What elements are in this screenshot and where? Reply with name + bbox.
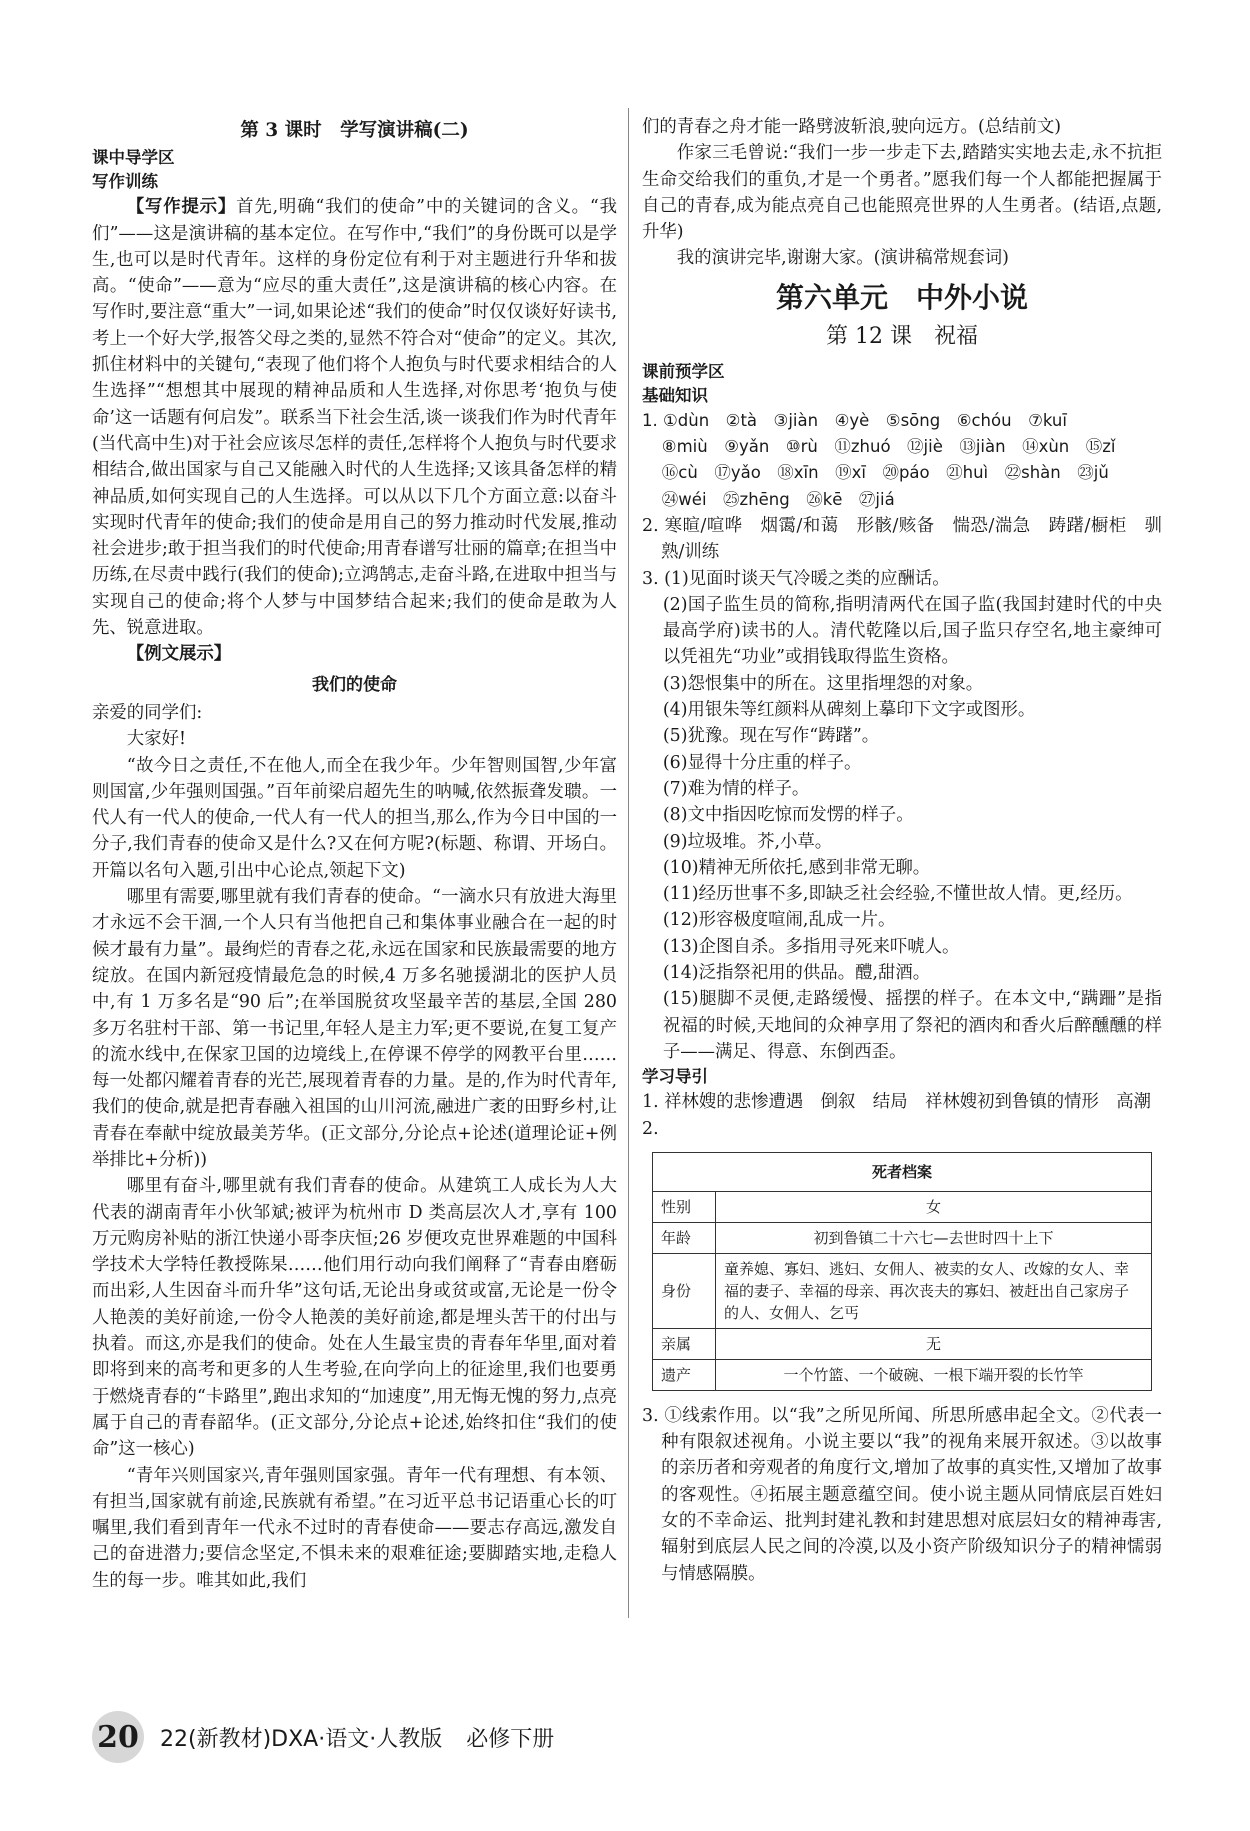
- essay-paragraph-1: “故今日之责任,不在他人,而全在我少年。少年智则国智,少年富则国富,少年强则国强。”百年前梁启超先生的呐喊,依然振聋发聩。一代人有一代人的使命,一代人有一代人的担当,那么,作为今日中国的一分子,我们青春的使命又是什么?又在何方呢?(标题、称谓、开场白。开篇以名句入题,引出中心论点,领起下文): [92, 755, 617, 881]
- answer-1-line-4: ㉔wéi ㉕zhēng ㉖kē ㉗jiá: [661, 489, 895, 509]
- answer-3-item: 3. (1)见面时谈天气冷暖之类的应酬话。: [642, 568, 950, 589]
- answer-1-line-2: ⑧miù ⑨yǎn ⑩rù ⑪zhuó ⑫jiè ⑬jiàn ⑭xùn ⑮zǐ: [661, 437, 1116, 457]
- essay-paragraph-4: “青年兴则国家兴,青年强则国家强。青年一代有理想、有本领、有担当,国家就有前途,民族就有希望。”在习近平总书记语重心长的叮嘱里,我们看到青年一代永不过时的青春使命——要志存高远,激发自己的奋进潜力;要信念坚定,不惧未来的艰难征途;要脚踏实地,走稳人生的每一步。唯其如此,我们: [92, 1465, 617, 1591]
- essay-paragraph-6: 我的演讲完毕,谢谢大家。(演讲稿常规套词): [676, 248, 1009, 269]
- answer-3-item: (10)精神无所依托,感到非常无聊。: [662, 857, 931, 878]
- essay-paragraph-5: 作家三毛曾说:“我们一步一步走下去,踏踏实实地去走,永不抗拒生命交给我们的重负,才是一个勇者。”愿我们每一个人都能把握属于自己的青春,成为能点亮自己也能照亮世界的人生勇者。(结语,点题,升华): [642, 143, 1162, 243]
- answer-3-item: (14)泛指祭祀用的供品。醴,甜酒。: [662, 963, 931, 984]
- answer-3-item: (7)难为情的样子。: [662, 778, 810, 799]
- right-column: [642, 114, 1162, 1587]
- dossier-title: 死者档案: [653, 1152, 1152, 1191]
- table-row: 年龄 初到鲁镇二十六七—去世时四十上下: [653, 1222, 1152, 1253]
- lesson-title: 第 3 课时 学写演讲稿(二): [240, 120, 469, 141]
- page-number: 20: [92, 1711, 144, 1763]
- answer-1-line-3: ⑯cù ⑰yǎo ⑱xīn ⑲xī ⑳páo ㉑huì ㉒shàn ㉓jǔ: [661, 463, 1109, 483]
- section-heading: 写作训练: [92, 172, 158, 192]
- example-label: 【例文展示】: [126, 644, 232, 665]
- table-row: 身份 童养媳、寡妇、逃妇、女佣人、被卖的女人、改嫁的女人、幸福的妻子、幸福的母亲、再次丧夫的寡妇、被赶出自己家房子的人、女佣人、乞丐: [653, 1253, 1152, 1328]
- answer-3-item: (9)垃圾堆。芥,小草。: [662, 831, 833, 852]
- tip-label: 【写作提示】: [126, 197, 237, 218]
- essay-continuation: 们的青春之舟才能一路劈波斩浪,驶向远方。(总结前文): [642, 117, 1062, 137]
- lesson-12-title: 第 12 课 祝福: [826, 323, 978, 349]
- left-column: [92, 118, 617, 1594]
- table-row: 遗产 一个竹篮、一个破碗、一根下端开裂的长竹竿: [653, 1359, 1152, 1390]
- table-row: 亲属 无: [653, 1328, 1152, 1359]
- answer-3-item: (12)形容极度喧闹,乱成一片。: [662, 910, 896, 931]
- column-divider: [628, 108, 629, 1618]
- answer-1-line-1: 1. ①dùn ②tà ③jiàn ④yè ⑤sōng ⑥chóu ⑦kuī: [642, 410, 1067, 430]
- guide-answer-2-label: 2.: [642, 1118, 659, 1139]
- answer-3-item: (8)文中指因吃惊而发愣的样子。: [662, 805, 914, 826]
- section-study-guide: 学习导引: [642, 1067, 708, 1087]
- answer-3-item: (3)怨恨集中的所在。这里指埋怨的对象。: [662, 673, 984, 694]
- answer-3-item: (13)企图自杀。多指用寻死来吓唬人。: [662, 936, 960, 957]
- zone-heading-preview: 课前预学区: [642, 361, 725, 381]
- answer-3-item: (2)国子监生员的简称,指明清两代在国子监(我国封建时代的中央最高学府)读书的人。清代乾隆以后,国子监只存空名,地主豪绅可以凭祖先“功业”或捐钱取得监生资格。: [662, 594, 1162, 668]
- dossier-table: [652, 1152, 1152, 1391]
- answer-3-item: (15)腿脚不灵便,走路缓慢、摇摆的样子。在本文中,“蹒跚”是指祝福的时候,天地间的众神享用了祭祀的酒肉和香火后醉醺醺的样子——满足、得意、东倒西歪。: [662, 989, 1162, 1062]
- answer-3-item: (6)显得十分庄重的样子。: [662, 752, 862, 773]
- page-footer: [92, 1712, 554, 1762]
- unit-title: 第六单元 中外小说: [775, 280, 1028, 314]
- greeting-2: 大家好!: [126, 729, 186, 750]
- answer-3-item: (5)犹豫。现在写作“踌躇”。: [662, 726, 880, 747]
- essay-title: 我们的使命: [312, 674, 397, 695]
- writing-tip: [92, 194, 617, 641]
- answer-3-item: (11)经历世事不多,即缺乏社会经验,不懂世故人情。更,经历。: [662, 884, 1133, 905]
- essay-paragraph-3: 哪里有奋斗,哪里就有我们青春的使命。从建筑工人成长为人大代表的湖南青年小伙邹斌;被评为杭州市 D 类高层次人才,享有 100 万元购房补贴的浙江快递小哥李庆恒;26 岁便攻克世界难题的中国科学技术大学特任教授陈杲……他们用行动向我们阐释了“青春由磨砺而出彩,人生因奋斗而升华”这句话,无论出身或贫或富,无论是一份令人艳羡的美好前途,一份令人艳羡的美好前途,都是埋头苦干的付出与执着。而这,亦是我们的使命。处在人生最宝贵的青春年华里,面对着即将到来的高考和更多的人生考验,在向学向上的征途里,我们也要勇于燃烧青春的“卡路里”,跑出求知的“加速度”,用无悔无愧的努力,点亮属于自己的青春韶华。(正文部分,分论点+论述,始终扣住“我们的使命”这一核心): [92, 1176, 617, 1460]
- greeting: 亲爱的同学们:: [92, 702, 203, 723]
- tip-body: 首先,明确“我们的使命”中的关键词的含义。“我们”——这是演讲稿的基本定位。在写作中,“我们”的身份既可以是学生,也可以是时代青年。这样的身份定位有利于对主题进行升华和拔高。“使命”——意为“应尽的重大责任”,这是演讲稿的核心内容。在写作时,要注意“重大”一词,如果论述“我们的使命”时仅仅谈好好读书,考上一个好大学,报答父母之类的,显然不符合对“使命”的定义。其次,抓住材料中的关键句,“表现了他们将个人抱负与时代要求相结合的人生选择”“想想其中展现的精神品质和人生选择,对你思考‘抱负与使命’这一话题有何启发”。联系当下社会生活,谈一谈我们作为时代青年(当代高中生)对于社会应该尽怎样的责任,怎样将个人抱负与时代要求相结合,做出国家与自己又能融入时代的人生选择;又该具备怎样的精神品质,如何实现自己的人生选择。可以从以下几个方面立意:以奋斗实现时代青年的使命;我们的使命是用自己的努力推动时代发展,推动社会进步;敢于担当我们的时代使命;用青春谱写壮丽的篇章;在担当中历练,在尽责中践行(我们的使命);立鸿鹄志,走奋斗路,在进取中担当与实现自己的使命;将个人梦与中国梦结合起来;我们的使命是敢为人先、锐意进取。: [92, 197, 617, 639]
- table-row: 性别 女: [653, 1191, 1152, 1222]
- guide-answer-1: 1. 祥林嫂的悲惨遭遇 倒叙 结局 祥林嫂初到鲁镇的情形 高潮: [642, 1092, 1152, 1113]
- section-basic-knowledge: 基础知识: [642, 385, 708, 405]
- book-code: 22(新教材)DXA·语文·人教版: [160, 1726, 443, 1752]
- answer-3-item: (4)用银朱等红颜料从碑刻上摹印下文字或图形。: [662, 700, 1036, 721]
- guide-answer-3: 3. ①线索作用。以“我”之所见所闻、所思所感串起全文。②代表一种有限叙述视角。小说主要以“我”的视角来展开叙述。③以故事的亲历者和旁观者的角度行文,增加了故事的真实性,又增加了故事的客观性。④拓展主题意蕴空间。使小说主题从同情底层百姓妇女的不幸命运、批判封建礼教和封建思想对底层妇女的精神毒害,辐射到底层人民之间的冷漠,以及小资产阶级知识分子的精神懦弱与情感隔膜。: [642, 1405, 1162, 1584]
- answer-2: 2. 寒暄/喧哗 烟霭/和蔼 形骸/赅备 惴恐/湍急 踌躇/橱柜 驯熟/训练: [642, 515, 1162, 563]
- zone-heading: 课中导学区: [92, 148, 175, 168]
- footer-text: [160, 1722, 554, 1753]
- essay-paragraph-2: 哪里有需要,哪里就有我们青春的使命。“一滴水只有放进大海里才永远不会干涸,一个人只有当他把自己和集体事业融合在一起的时候才最有力量”。最绚烂的青春之花,永远在国家和民族最需要的地方绽放。在国内新冠疫情最危急的时候,4 万多名驰援湖北的医护人员中,有 1 万多名是“90 后”;在举国脱贫攻坚最辛苦的基层,全国 280 多万名驻村干部、第一书记里,年轻人是主力军;更不要说,在复工复产的流水线中,在保家卫国的边境线上,在停课不停学的网教平台里……每一处都闪耀着青春的光芒,展现着青春的力量。是的,作为时代青年,我们的使命,就是把青春融入祖国的山川河流,融进广袤的田野乡村,让青春在奉献中绽放最美芳华。(正文部分,分论点+论述(道理论证+例举排比+分析)): [92, 887, 617, 1170]
- volume: 必修下册: [466, 1726, 555, 1752]
